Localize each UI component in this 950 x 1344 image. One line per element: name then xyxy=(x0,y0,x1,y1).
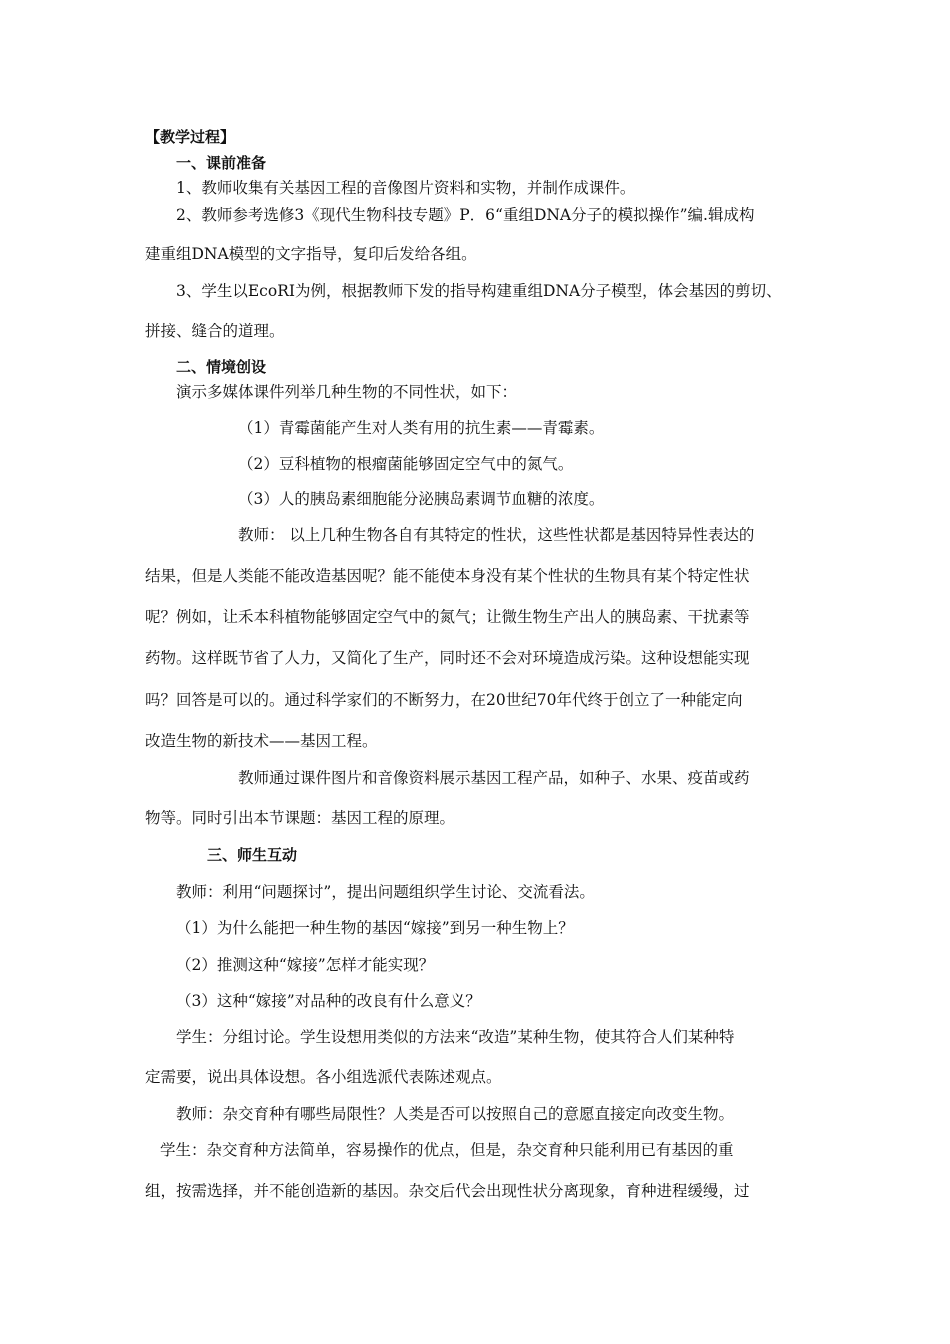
section3-student2-line1: 学生：杂交育种方法简单，容易操作的优点，但是，杂交育种只能利用已有基因的重 xyxy=(160,1141,734,1159)
section3-teacher2: 教师：杂交育种有哪些局限性？人类是否可以按照自己的意愿直接定向改变生物。 xyxy=(176,1105,735,1123)
section1-item2-line2: 建重组DNA模型的文字指导，复印后发给各组。 xyxy=(145,245,477,263)
section3-student1-line2: 定需要，说出具体设想。各小组选派代表陈述观点。 xyxy=(145,1068,502,1086)
section3-question1: （1）为什么能把一种生物的基因“嫁接”到另一种生物上？ xyxy=(176,919,574,937)
section2-intro: 演示多媒体课件列举几种生物的不同性状，如下： xyxy=(176,383,518,401)
heading-teaching-process: 【教学过程】 xyxy=(145,128,236,146)
section2-title: 二、情境创设 xyxy=(176,358,267,376)
section3-teacher1: 教师：利用“问题探讨”，提出问题组织学生讨论、交流看法。 xyxy=(176,883,595,901)
section2-para2-line1: 教师通过课件图片和音像资料展示基因工程产品，如种子、水果、疫苗或药 xyxy=(238,769,750,787)
section1-item2-line1: 2、教师参考选修3《现代生物科技专题》P．6“重组DNA分子的模拟操作”编.辑成构 xyxy=(176,206,755,224)
section3-question2: （2）推测这种“嫁接”怎样才能实现？ xyxy=(176,956,435,974)
section1-item1: 1、教师收集有关基因工程的音像图片资料和实物，并制作成课件。 xyxy=(176,179,636,197)
section3-student2-line2: 组，按需选择，并不能创造新的基因。杂交后代会出现性状分离现象，育种进程缓缦，过 xyxy=(145,1182,750,1200)
section2-para1-line6: 改造生物的新技术——基因工程。 xyxy=(145,732,378,750)
section1-title: 一、课前准备 xyxy=(176,154,267,172)
section2-para1-line3: 呢？例如，让禾本科植物能够固定空气中的氮气；让微生物生产出人的胰岛素、干扰素等 xyxy=(145,608,750,626)
section1-item3-line1: 3、学生以EcoRI为例，根据教师下发的指导构建重组DNA分子模型，体会基因的剪切、 xyxy=(176,282,782,300)
section2-example1: （1）青霉菌能产生对人类有用的抗生素——青霉素。 xyxy=(238,419,605,437)
section1-item3-line2: 拼接、缝合的道理。 xyxy=(145,322,285,340)
section3-student1-line1: 学生：分组讨论。学生设想用类似的方法来“改造”某种生物，使其符合人们某种特 xyxy=(176,1028,735,1046)
section2-para1-line1: 教师： 以上几种生物各自有其特定的性状，这些性状都是基因特异性表达的 xyxy=(238,526,755,544)
section2-example3: （3）人的胰岛素细胞能分泌胰岛素调节血糖的浓度。 xyxy=(238,490,605,508)
section2-para1-line4: 药物。这样既节省了人力，又简化了生产，同时还不会对环境造成污染。这种设想能实现 xyxy=(145,649,750,667)
section3-title: 三、师生互动 xyxy=(207,846,298,864)
section2-para1-line5: 吗？回答是可以的。通过科学家们的不断努力，在20世纪70年代终于创立了一种能定向 xyxy=(145,691,743,709)
section2-para2-line2: 物等。同时引出本节课题：基因工程的原理。 xyxy=(145,809,456,827)
section2-example2: （2）豆科植物的根瘤菌能够固定空气中的氮气。 xyxy=(238,455,574,473)
section2-para1-line2: 结果，但是人类能不能改造基因呢？能不能使本身没有某个性状的生物具有某个特定性状 xyxy=(145,567,750,585)
section3-question3: （3）这种“嫁接”对品种的改良有什么意义？ xyxy=(176,992,481,1010)
